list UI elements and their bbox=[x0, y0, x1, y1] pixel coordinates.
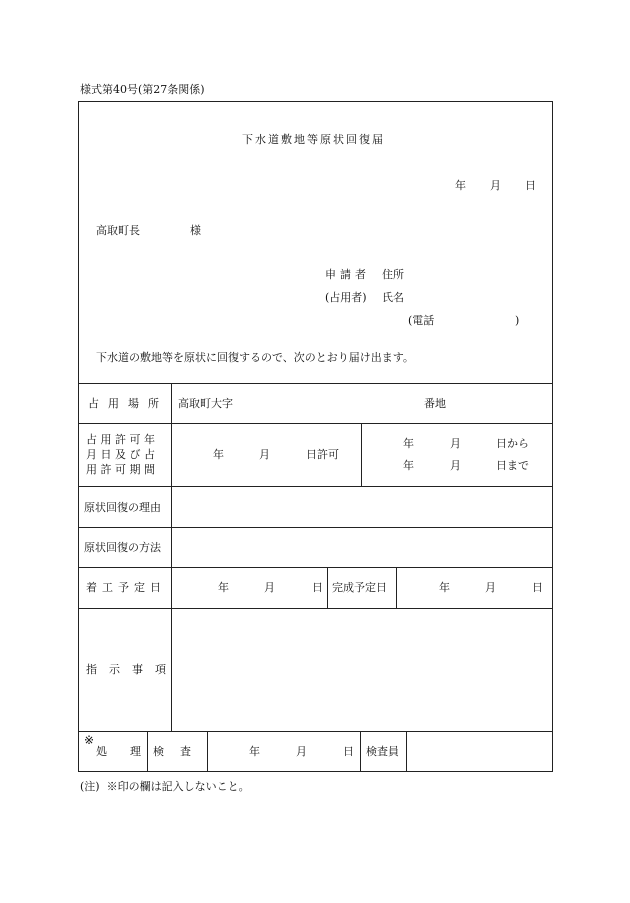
document-title: 下水道敷地等原状回復届 bbox=[242, 133, 385, 146]
inspection-label: 検査 bbox=[153, 745, 207, 758]
addressee-name: 高取町長 bbox=[96, 224, 140, 237]
permit-label-line: 用許可期間 bbox=[86, 463, 159, 476]
permit-to-year: 年 bbox=[403, 459, 414, 472]
applicant-address-label: 住所 bbox=[382, 268, 404, 281]
reason-label: 原状回復の理由 bbox=[84, 501, 161, 514]
inspection-year: 年 bbox=[249, 745, 260, 758]
location-label: 占用場所 bbox=[88, 397, 168, 410]
process-label: 処理 bbox=[96, 745, 164, 758]
start-label: 着工予定日 bbox=[86, 581, 166, 594]
row-divider bbox=[78, 567, 553, 568]
permit-label-line: 占用許可年 bbox=[86, 433, 159, 446]
permit-from-month: 月 bbox=[450, 437, 461, 450]
date-month: 月 bbox=[490, 179, 501, 192]
applicant-role-paren: (占用者) bbox=[325, 291, 367, 304]
complete-month: 月 bbox=[485, 581, 496, 594]
row-divider bbox=[78, 527, 553, 528]
start-day: 日 bbox=[312, 581, 323, 594]
inspection-day: 日 bbox=[343, 745, 354, 758]
location-prefix: 高取町大字 bbox=[178, 397, 233, 410]
permit-date-year: 年 bbox=[213, 448, 224, 461]
permit-from-year: 年 bbox=[403, 437, 414, 450]
permit-to-day: 日まで bbox=[496, 459, 529, 472]
permit-to-month: 月 bbox=[450, 459, 461, 472]
reference-mark-icon: ※ bbox=[84, 733, 95, 747]
complete-year: 年 bbox=[439, 581, 450, 594]
permit-date-month: 月 bbox=[259, 448, 270, 461]
applicant-phone-open: (電話 bbox=[408, 314, 435, 327]
row-divider bbox=[78, 423, 553, 424]
start-year: 年 bbox=[218, 581, 229, 594]
cell-divider bbox=[207, 731, 208, 772]
inspection-month: 月 bbox=[296, 745, 307, 758]
inspector-label: 検査員 bbox=[366, 745, 399, 758]
date-day: 日 bbox=[525, 179, 536, 192]
row-divider bbox=[78, 608, 553, 609]
cell-divider bbox=[327, 567, 328, 608]
applicant-phone-close: ) bbox=[515, 314, 520, 327]
addressee-honorific: 様 bbox=[190, 224, 201, 237]
cell-divider bbox=[396, 567, 397, 608]
permit-label-line: 月日及び占 bbox=[86, 448, 159, 461]
statement: 下水道の敷地等を原状に回復するので、次のとおり届け出ます。 bbox=[96, 351, 414, 364]
label-column-divider bbox=[171, 383, 172, 731]
applicant-role: 申請者 bbox=[325, 268, 370, 281]
row-divider bbox=[78, 383, 553, 384]
method-label: 原状回復の方法 bbox=[84, 541, 161, 554]
applicant-name-label: 氏名 bbox=[382, 291, 404, 304]
date-year: 年 bbox=[455, 179, 466, 192]
complete-day: 日 bbox=[532, 581, 543, 594]
location-suffix: 番地 bbox=[424, 397, 446, 410]
footnote: (注) ※印の欄は記入しないこと。 bbox=[80, 780, 250, 793]
cell-divider bbox=[361, 423, 362, 486]
instructions-label: 指示事項 bbox=[86, 663, 178, 676]
start-month: 月 bbox=[264, 581, 275, 594]
cell-divider bbox=[406, 731, 407, 772]
permit-from-day: 日から bbox=[496, 437, 529, 450]
permit-date-day: 日許可 bbox=[306, 448, 339, 461]
complete-label: 完成予定日 bbox=[332, 581, 387, 594]
cell-divider bbox=[360, 731, 361, 772]
row-divider bbox=[78, 486, 553, 487]
row-divider bbox=[78, 731, 553, 732]
form-number: 様式第40号(第27条関係) bbox=[80, 83, 205, 96]
